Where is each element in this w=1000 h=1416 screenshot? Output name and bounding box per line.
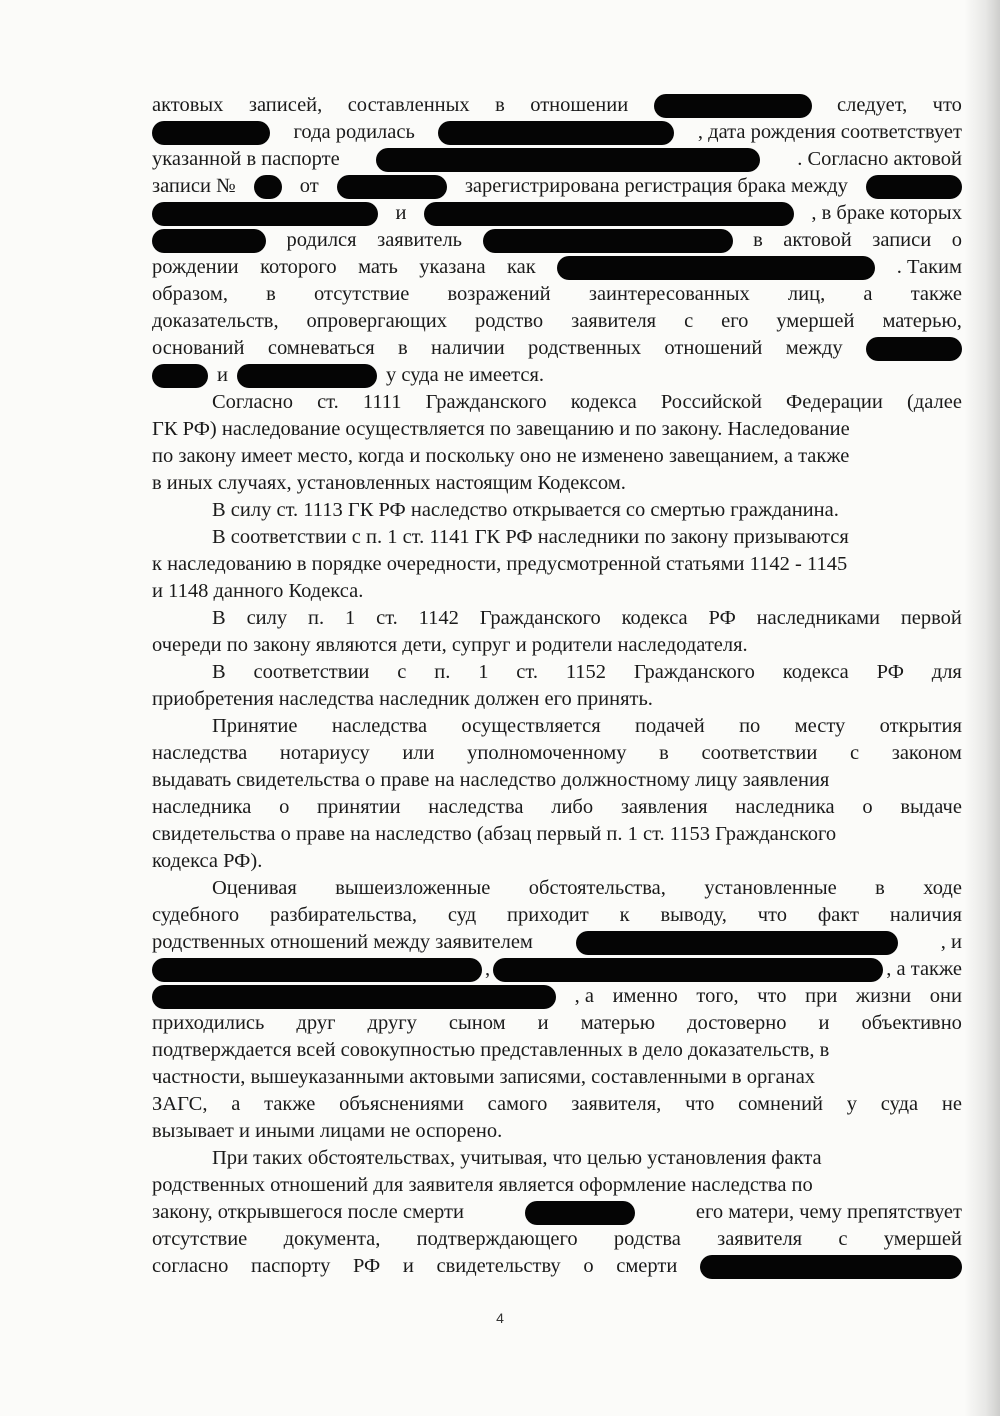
redaction-block bbox=[152, 985, 556, 1009]
text-segment: умершей bbox=[776, 310, 855, 332]
text-segment: документа, bbox=[283, 1228, 381, 1250]
text-segment: суда bbox=[880, 1093, 919, 1115]
text-segment: сомневаться bbox=[267, 337, 375, 359]
text-segment: выдавать свидетельства о праве на наследство должностному лицу заявления bbox=[152, 769, 830, 791]
redaction-block bbox=[237, 364, 377, 388]
text-segment: 1142 bbox=[418, 607, 459, 629]
text-segment: в иных случаях, установленных настоящим Кодексом. bbox=[152, 472, 626, 494]
text-segment: отсутствие bbox=[314, 283, 410, 305]
text-segment: наследника bbox=[735, 796, 835, 818]
redaction-block bbox=[557, 256, 875, 280]
text-segment: актовой bbox=[783, 229, 852, 251]
text-segment: о bbox=[583, 1255, 594, 1277]
text-line bbox=[152, 362, 962, 389]
text-segment: В bbox=[212, 661, 226, 683]
text-segment: заявления bbox=[620, 796, 708, 818]
text-segment: кодекса bbox=[570, 391, 637, 413]
text-segment: согласно bbox=[152, 1255, 229, 1277]
text-segment: законом bbox=[891, 742, 962, 764]
text-segment: отношений bbox=[664, 337, 763, 359]
text-segment: для bbox=[931, 661, 962, 683]
text-segment: уполномоченному bbox=[467, 742, 627, 764]
text-segment: очереди по закону являются дети, супруг и родители наследодателя. bbox=[152, 634, 748, 656]
text-segment: В bbox=[212, 607, 226, 629]
text-line bbox=[152, 902, 962, 929]
text-segment: как bbox=[507, 256, 536, 278]
redaction-block bbox=[576, 931, 898, 955]
text-segment: что bbox=[757, 904, 787, 926]
text-line bbox=[152, 1199, 962, 1226]
text-segment: подачей bbox=[634, 715, 705, 737]
text-segment: родственных отношений между заявителем bbox=[152, 931, 533, 953]
text-segment: приобретения наследства наследник должен его принять. bbox=[152, 688, 653, 710]
text-segment: 1 bbox=[478, 661, 489, 683]
text-segment: свидетельству bbox=[436, 1255, 561, 1277]
text-segment: ст. bbox=[317, 391, 339, 413]
text-segment: о bbox=[279, 796, 290, 818]
text-line bbox=[152, 470, 962, 497]
text-segment: свидетельства о праве на наследство (абзац первый п. 1 ст. 1153 Гражданского bbox=[152, 823, 837, 845]
text-line bbox=[152, 848, 962, 875]
text-segment: родства bbox=[613, 1228, 681, 1250]
text-segment: сыном bbox=[448, 1012, 506, 1034]
text-segment: . Согласно актовой bbox=[797, 148, 962, 170]
text-segment: образом, bbox=[152, 283, 228, 305]
text-segment: которого bbox=[260, 256, 337, 278]
text-segment: другу bbox=[367, 1012, 417, 1034]
text-segment: отношении bbox=[530, 94, 629, 116]
text-segment: доказательств, bbox=[152, 310, 279, 332]
redaction-block bbox=[424, 202, 794, 226]
text-segment: Принятие bbox=[212, 715, 298, 737]
text-line bbox=[152, 524, 962, 551]
text-segment: о bbox=[951, 229, 962, 251]
text-segment: соответствии bbox=[253, 661, 370, 683]
text-segment: РФ bbox=[708, 607, 736, 629]
text-segment: у суда не имеется. bbox=[385, 364, 544, 386]
redaction-block bbox=[376, 148, 760, 172]
text-segment: Оценивая bbox=[212, 877, 297, 899]
text-segment: о bbox=[862, 796, 873, 818]
text-line bbox=[152, 821, 962, 848]
text-segment: по bbox=[739, 715, 761, 737]
text-segment: возражений bbox=[447, 283, 551, 305]
text-segment: в bbox=[753, 229, 763, 251]
text-segment: смерти bbox=[616, 1255, 678, 1277]
redaction-block bbox=[152, 364, 208, 388]
text-segment: жизни bbox=[855, 985, 912, 1007]
text-line bbox=[152, 173, 962, 200]
text-segment: наследства bbox=[331, 715, 428, 737]
text-segment: наследниками bbox=[756, 607, 880, 629]
text-segment: в bbox=[398, 337, 408, 359]
text-segment: друг bbox=[296, 1012, 336, 1034]
text-line bbox=[152, 686, 962, 713]
text-line bbox=[152, 605, 962, 632]
text-segment: составленных bbox=[347, 94, 470, 116]
text-segment: (далее bbox=[906, 391, 962, 413]
text-segment: отсутствие bbox=[152, 1228, 248, 1250]
text-segment: между bbox=[785, 337, 843, 359]
text-line bbox=[152, 929, 962, 956]
text-line bbox=[152, 713, 962, 740]
text-segment: по закону имеет место, когда и поскольку оно не изменено завещанием, а также bbox=[152, 445, 850, 467]
text-segment: и bbox=[537, 1012, 549, 1034]
text-segment: Российской bbox=[660, 391, 762, 413]
text-line bbox=[152, 92, 962, 119]
text-line bbox=[152, 794, 962, 821]
text-line bbox=[152, 119, 962, 146]
text-line bbox=[152, 335, 962, 362]
text-line bbox=[152, 1253, 962, 1280]
text-segment: при bbox=[805, 985, 838, 1007]
text-segment: указанной в паспорте bbox=[152, 148, 340, 170]
text-segment: следует, bbox=[837, 94, 908, 116]
text-segment: матерью bbox=[580, 1012, 656, 1034]
text-segment: зарегистрирована регистрация брака между bbox=[464, 175, 848, 197]
text-segment: в bbox=[875, 877, 885, 899]
text-segment: в bbox=[495, 94, 505, 116]
text-line bbox=[152, 200, 962, 227]
text-segment: объяснениями bbox=[339, 1093, 464, 1115]
text-segment: родился bbox=[286, 229, 357, 251]
redaction-block bbox=[493, 958, 883, 982]
text-segment: заявитель bbox=[377, 229, 463, 251]
text-line bbox=[152, 983, 962, 1010]
text-segment: При таких обстоятельствах, учитывая, что целью установления факта bbox=[212, 1147, 822, 1169]
text-segment: п. bbox=[308, 607, 325, 629]
text-line bbox=[152, 1064, 962, 1091]
text-segment: матерью, bbox=[882, 310, 962, 332]
text-segment: закону, открывшегося после смерти bbox=[152, 1201, 464, 1223]
text-segment: заинтересованных bbox=[588, 283, 750, 305]
text-segment: выводу, bbox=[660, 904, 727, 926]
text-segment: года родилась bbox=[293, 121, 415, 143]
text-segment: ст. bbox=[516, 661, 538, 683]
text-segment: ст. bbox=[376, 607, 398, 629]
text-line bbox=[152, 1010, 962, 1037]
text-segment: умершей bbox=[883, 1228, 962, 1250]
text-segment: силу bbox=[246, 607, 288, 629]
text-segment: , в браке которых bbox=[811, 202, 962, 224]
text-line bbox=[152, 416, 962, 443]
text-line bbox=[152, 443, 962, 470]
text-segment: сомнений bbox=[738, 1093, 824, 1115]
text-segment: приходились bbox=[152, 1012, 265, 1034]
text-segment: наличия bbox=[889, 904, 962, 926]
text-segment: оснований bbox=[152, 337, 245, 359]
redaction-block bbox=[866, 337, 962, 361]
text-segment: и bbox=[818, 1012, 830, 1034]
text-segment: а bbox=[231, 1093, 241, 1115]
text-segment: подтверждается всей совокупностью представленных в дело доказательств, в bbox=[152, 1039, 830, 1061]
text-segment: с bbox=[397, 661, 407, 683]
redaction-block bbox=[152, 121, 270, 145]
redaction-block bbox=[152, 202, 378, 226]
text-segment: объективно bbox=[861, 1012, 962, 1034]
text-segment: открытия bbox=[879, 715, 962, 737]
text-segment: записи bbox=[872, 229, 932, 251]
text-segment: вышеизложенные bbox=[335, 877, 491, 899]
redaction-block bbox=[438, 121, 674, 145]
text-line bbox=[152, 1226, 962, 1253]
redaction-block bbox=[700, 1255, 962, 1279]
text-line bbox=[152, 308, 962, 335]
text-segment: суд bbox=[447, 904, 477, 926]
text-segment: , и bbox=[940, 931, 962, 953]
text-segment: РФ bbox=[352, 1255, 381, 1277]
text-line bbox=[152, 1037, 962, 1064]
text-line bbox=[152, 1172, 962, 1199]
text-segment: с bbox=[838, 1228, 848, 1250]
text-line bbox=[152, 254, 962, 281]
text-segment: и bbox=[402, 1255, 414, 1277]
text-segment: также bbox=[910, 283, 962, 305]
text-segment: что bbox=[685, 1093, 715, 1115]
text-line bbox=[152, 740, 962, 767]
text-segment: записи № bbox=[152, 175, 236, 197]
text-line bbox=[152, 281, 962, 308]
text-segment: приходит bbox=[507, 904, 589, 926]
body-text bbox=[152, 92, 962, 1280]
text-segment: паспорту bbox=[251, 1255, 331, 1277]
text-segment: Гражданского bbox=[479, 607, 601, 629]
text-segment: заявителя bbox=[717, 1228, 803, 1250]
text-segment: , bbox=[485, 958, 491, 980]
text-segment: достоверно bbox=[687, 1012, 787, 1034]
text-segment: наследника bbox=[152, 796, 252, 818]
text-segment: , дата рождения соответствует bbox=[697, 121, 962, 143]
text-segment: 1 bbox=[344, 607, 356, 629]
text-line bbox=[152, 1091, 962, 1118]
text-segment: и 1148 данного Кодекса. bbox=[152, 580, 364, 602]
text-segment: у bbox=[846, 1093, 858, 1115]
text-segment: РФ bbox=[876, 661, 904, 683]
text-segment: кодекса bbox=[782, 661, 849, 683]
text-segment: наличии bbox=[431, 337, 505, 359]
text-segment: первой bbox=[900, 607, 962, 629]
text-segment: к bbox=[619, 904, 630, 926]
text-segment: указана bbox=[419, 256, 486, 278]
text-segment: или bbox=[402, 742, 435, 764]
text-segment: наследства bbox=[152, 742, 248, 764]
text-segment: месту bbox=[794, 715, 846, 737]
redaction-block bbox=[483, 229, 733, 253]
text-segment: родственных отношений для заявителя является оформление наследства по bbox=[152, 1174, 813, 1196]
text-segment: рождении bbox=[152, 256, 239, 278]
text-segment: опровергающих bbox=[306, 310, 448, 332]
text-segment: принятии bbox=[317, 796, 401, 818]
text-line bbox=[152, 227, 962, 254]
text-line bbox=[152, 659, 962, 686]
text-line bbox=[152, 578, 962, 605]
text-segment: с bbox=[849, 742, 860, 764]
text-segment: ЗАГС, bbox=[152, 1093, 208, 1115]
text-segment: 1152 bbox=[565, 661, 607, 683]
text-segment: и bbox=[217, 364, 228, 386]
text-segment: заявителя, bbox=[571, 1093, 662, 1115]
text-segment: судебного bbox=[152, 904, 240, 926]
text-segment: а bbox=[863, 283, 873, 305]
text-segment: заявителя bbox=[571, 310, 657, 332]
text-segment: ходе bbox=[923, 877, 962, 899]
text-line bbox=[152, 1118, 962, 1145]
text-segment: мать bbox=[358, 256, 398, 278]
text-segment: , а также bbox=[886, 958, 962, 980]
redaction-block bbox=[152, 958, 482, 982]
text-segment: от bbox=[299, 175, 319, 197]
text-segment: частности, вышеуказанными актовыми записями, составленными в органах bbox=[152, 1066, 816, 1088]
text-segment: ГК РФ) наследование осуществляется по завещанию и по закону. Наследование bbox=[152, 418, 850, 440]
text-segment: в bbox=[659, 742, 669, 764]
redaction-block bbox=[337, 175, 447, 199]
redaction-block bbox=[152, 229, 266, 253]
text-segment: подтверждающего bbox=[416, 1228, 578, 1250]
text-segment: соответствии bbox=[701, 742, 818, 764]
text-segment: установленные bbox=[704, 877, 837, 899]
text-segment: Согласно bbox=[212, 391, 293, 413]
text-segment: п. bbox=[434, 661, 451, 683]
text-segment: что bbox=[932, 94, 962, 116]
text-segment: его bbox=[721, 310, 749, 332]
text-segment: обстоятельства, bbox=[528, 877, 666, 899]
text-segment: нотариусу bbox=[279, 742, 370, 764]
text-segment: также bbox=[264, 1093, 316, 1115]
text-line bbox=[152, 632, 962, 659]
text-segment: записей, bbox=[248, 94, 323, 116]
text-segment: лиц, bbox=[787, 283, 826, 305]
text-segment: самого bbox=[487, 1093, 548, 1115]
text-line bbox=[152, 1145, 962, 1172]
text-segment: осуществляется bbox=[461, 715, 601, 737]
text-segment: с bbox=[684, 310, 694, 332]
text-segment: . Таким bbox=[896, 256, 962, 278]
text-segment: его матери, чему препятствует bbox=[695, 1201, 962, 1223]
text-line bbox=[152, 389, 962, 416]
text-segment: они bbox=[929, 985, 962, 1007]
text-segment: Федерации bbox=[786, 391, 883, 413]
text-segment: вызывает и иными лицами не оспорено. bbox=[152, 1120, 503, 1142]
text-line bbox=[152, 875, 962, 902]
text-segment: кодекса bbox=[621, 607, 688, 629]
text-line bbox=[152, 956, 962, 983]
text-line bbox=[152, 551, 962, 578]
text-segment: не bbox=[941, 1093, 962, 1115]
redaction-block bbox=[254, 175, 282, 199]
text-segment: что bbox=[757, 985, 787, 1007]
text-line bbox=[152, 146, 962, 173]
text-segment: Гражданского bbox=[633, 661, 755, 683]
text-segment: 1111 bbox=[362, 391, 402, 413]
redaction-block bbox=[866, 175, 962, 199]
text-segment: В силу ст. 1113 ГК РФ наследство открывается со смертью гражданина. bbox=[212, 499, 839, 521]
text-segment: факт bbox=[817, 904, 859, 926]
text-segment: либо bbox=[551, 796, 594, 818]
text-segment: актовых bbox=[152, 94, 224, 116]
text-segment: того, bbox=[696, 985, 739, 1007]
text-segment: наследства bbox=[428, 796, 524, 818]
text-segment: родство bbox=[474, 310, 544, 332]
text-line bbox=[152, 497, 962, 524]
text-segment: кодекса РФ). bbox=[152, 850, 263, 872]
text-segment: В соответствии с п. 1 ст. 1141 ГК РФ наследники по закону призываются bbox=[212, 526, 849, 548]
text-segment: в bbox=[266, 283, 276, 305]
redaction-block bbox=[654, 94, 812, 118]
text-segment: Гражданского bbox=[425, 391, 547, 413]
redaction-block bbox=[525, 1201, 635, 1225]
scan-edge-shadow bbox=[964, 0, 1000, 1416]
text-line bbox=[152, 767, 962, 794]
text-segment: , а bbox=[574, 985, 594, 1007]
text-segment: родственных bbox=[528, 337, 642, 359]
page-number: 4 bbox=[496, 1310, 504, 1326]
text-segment: именно bbox=[612, 985, 678, 1007]
text-segment: и bbox=[395, 202, 407, 224]
text-segment: выдаче bbox=[900, 796, 962, 818]
text-segment: к наследованию в порядке очередности, предусмотренной статьями 1142 - 1145 bbox=[152, 553, 848, 575]
text-segment: разбирательства, bbox=[270, 904, 418, 926]
